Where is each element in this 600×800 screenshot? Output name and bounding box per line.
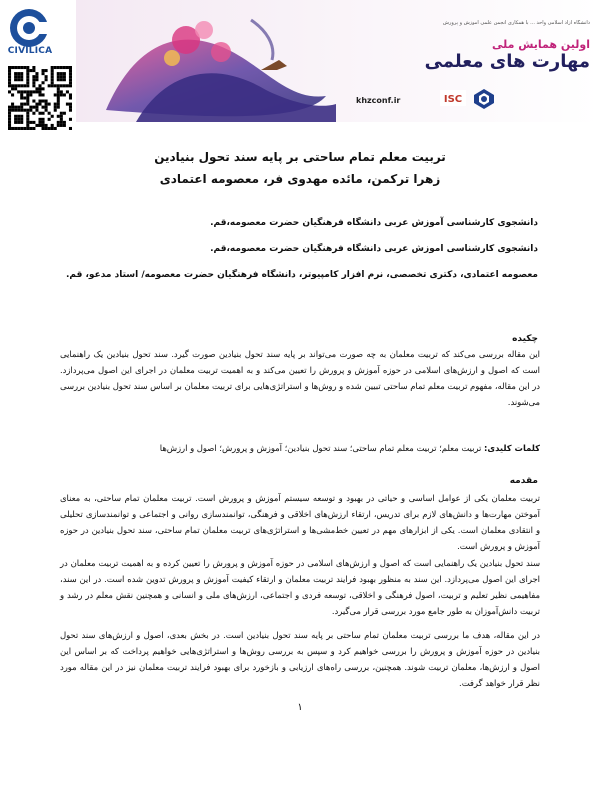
- isc-logo: [440, 90, 466, 106]
- conference-organizers: دانشگاه آزاد اسلامی واحد ... با همکاری انجمن علمی آموزش و پرورش: [442, 20, 590, 26]
- paper-authors: زهرا ترکمن، مائده مهدوی فر، معصومه اعتمادی: [159, 172, 441, 186]
- keywords-list: تربیت معلم؛ تربیت معلم تمام ساحتی؛ سند تحول بنیادین؛ آموزش و پرورش؛ اصول و ارزش‌ها: [159, 443, 482, 453]
- abstract-text: این مقاله بررسی می‌کند که تربیت معلمان به چه صورت می‌تواند بر پایه سند تحول بنیادین صورت گیرد. سند تحول بنیادین یک راهنمایی است که اصول و ارزش‌های اسلامی در حوزه آموزش و پرورش را تعیین می‌کند و به اهمیت تربیت معلمان در اجرای این اصول می‌پردازد. در این مقاله، مفهوم تربیت معلم تمام ساحتی تبیین شده و روش‌ها و استراتژی‌هایی برای تربیت معلمان بر اساس سند تحول بنیادین بررسی می‌شوند.: [60, 349, 540, 407]
- conference-title: مهارت های معلمی: [424, 51, 590, 72]
- affiliation-3: معصومه اعتمادی، دکتری تخصصی، نرم افزار کامپیوتر، دانشگاه فرهنگیان حضرت معصومه/ استاد مدعو، قم.: [66, 270, 538, 280]
- page-number: ۱: [297, 702, 303, 713]
- civilica-logo[interactable]: [6, 6, 52, 68]
- civilica-wordmark: CIVILICA: [7, 46, 53, 56]
- university-logo: [472, 88, 496, 110]
- conference-subtitle: اولین همایش ملی: [491, 38, 590, 51]
- paper-title: تربیت معلم تمام ساحتی بر پایه سند تحول بنیادین: [154, 150, 446, 164]
- qr-code-icon: [8, 66, 72, 130]
- intro-paragraph-3: در این مقاله، هدف ما بررسی تربیت معلمان تمام ساحتی بر پایه سند تحول بنیادین است. در بخش بعدی، اصول و ارزش‌های سند تحول بنیادین در حوزه آموزش و پرورش را بررسی خواهیم کرد و سپس به بررسی روش‌ها و استراتژی‌هایی خواهیم پرداخت که بر اساس این اصول و ارزش‌ها، معلمان تربیت شوند. همچنین، بررسی راه‌های ارزیابی و بازخورد برای بهبود فرایند تربیت معلمان نیز در این مقاله مورد نظر قرار خواهد گرفت.: [60, 630, 540, 688]
- affiliation-2: دانشجوی کارشناسی اموزش عربی دانشگاه فرهنگیان حضرت معصومه،قم.: [210, 244, 538, 254]
- affiliation-1: دانشجوی کارشناسی آموزش عربی دانشگاه فرهنگیان حضرت معصومه،قم.: [210, 218, 538, 228]
- intro-paragraph-2: سند تحول بنیادین یک راهنمایی است که اصول و ارزش‌های اسلامی در حوزه آموزش و پرورش را تعیین کرده و به اهمیت تربیت معلمان در اجرای این اصول می‌پردازد. این سند به منظور بهبود فرایند تربیت معلمان و ارتقاء کیفیت آموزش و پرورش تدوین شده است. در این سند، مفاهیمی نظیر تعلیم و تربیت، اصول فرهنگی و اخلاقی، توسعه فردی و اجتماعی، ارزش‌های ملی و انسانی و همچنین نقش معلم در رشد و تربیت دانش‌آموزان به طور جامع مورد بررسی قرار می‌گیرد.: [60, 558, 540, 616]
- isc-label: ISC: [443, 94, 463, 105]
- keywords: [60, 440, 540, 456]
- intro-paragraph-1: تربیت معلمان یکی از عوامل اساسی و حیاتی در بهبود و توسعه سیستم آموزش و پرورش است. تربیت معلمان تمام ساحتی، به معنای آموختن مهارت‌ها و دانش‌های لازم برای تدریس، ارتقاء ارزش‌های اخلاقی و فرهنگی، توانمندسازی روانی و اجتماعی و توانمندسازی تحلیلی و انتقادی معلمان است. یکی از ابزارهای مهم در تعیین خط‌مشی‌ها و استراتژی‌های تربیت معلمان تمام ساحتی، سند تحول بنیادین در حوزه آموزش و پرورش است.: [60, 493, 540, 551]
- conference-banner: [76, 0, 600, 122]
- conference-site[interactable]: khzconf.ir: [356, 96, 401, 105]
- introduction-heading: مقدمه: [509, 476, 538, 486]
- abstract-heading: چکیده: [512, 334, 538, 344]
- keywords-label: کلمات کلیدی:: [484, 443, 540, 453]
